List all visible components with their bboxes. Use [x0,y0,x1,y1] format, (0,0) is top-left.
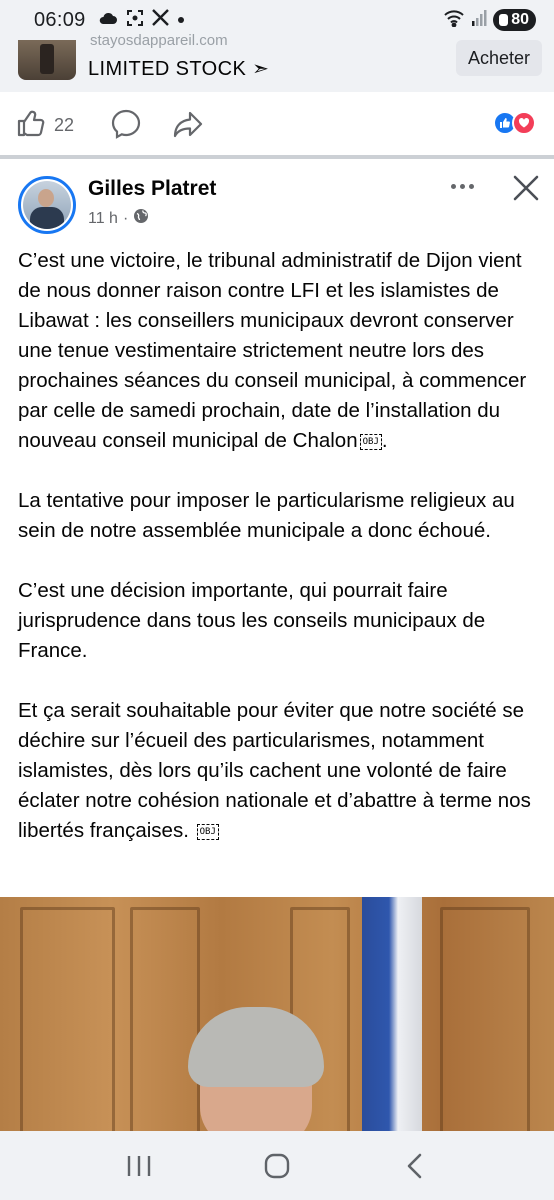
home-button[interactable] [257,1146,297,1186]
battery-indicator [493,9,536,31]
ad-thumbnail[interactable] [18,40,76,80]
post-video[interactable] [0,897,554,1131]
profile-photo [23,181,71,229]
paragraph-suffix: . [381,429,388,452]
post-paragraph: La tentative pour imposer le particularisme religieux au sein de notre assemblée municipale a donc échoué. [18,489,515,542]
obj-placeholder-icon: OBJ [360,434,382,450]
system-nav-bar [0,1131,554,1200]
globe-icon [133,208,149,229]
home-icon [263,1152,291,1180]
like-count: 22 [54,115,75,135]
notification-icons [98,9,185,32]
reaction-summary[interactable] [493,111,536,135]
dot-icon [177,11,185,29]
ad-title[interactable]: LIMITED STOCK ➣ [88,58,270,80]
meta-separator: · [122,209,129,227]
signal-icon [471,9,487,32]
like-button[interactable] [16,108,74,143]
more-icon [451,184,456,189]
avatar[interactable] [18,176,76,234]
reaction-bar [0,92,554,156]
post-meta [88,208,149,229]
share-button[interactable] [172,108,204,145]
post-paragraph: C’est une décision importante, qui pourrait faire jurisprudence dans tous les conseils municipaux de France. [18,579,486,662]
comment-icon [110,127,142,144]
post-author[interactable]: Gilles Platret [88,177,217,200]
love-reaction-icon [512,111,536,135]
flag [362,897,422,1131]
ad-cta-button[interactable]: Acheter [456,40,542,76]
ad-url: stayosdappareil.com [90,32,228,49]
recents-button[interactable] [119,1146,159,1186]
battery-level: 80 [511,11,529,28]
recents-icon [126,1154,152,1178]
comment-button[interactable] [110,108,142,145]
close-icon [510,172,542,204]
post-paragraph-text: Et ça serait souhaitable pour éviter que notre société se déchire sur l’écueil des particularismes, notamment islamistes, dès lors qu’ils cachent une volonté de faire éclater notre cohésion nationale et d’abattre à terme nos libertés françaises. [18,699,531,842]
cloud-icon [98,11,118,30]
post-body [18,246,548,876]
obj-placeholder-icon: OBJ [197,824,219,840]
back-button[interactable] [395,1146,435,1186]
more-options-button[interactable] [446,172,478,200]
feed-divider [0,155,554,159]
x-logo-icon [152,9,169,31]
share-icon [172,127,204,144]
screenshot-icon [126,9,144,32]
status-right [443,9,536,32]
thumbs-up-icon [16,108,46,143]
back-icon [404,1152,426,1180]
post-paragraph [18,696,548,846]
post-paragraph-text: C’est une victoire, le tribunal administratif de Dijon vient de nous donner raison contre LFI et les islamistes de Libawat : les conseillers municipaux devront conserver une tenue vestimentaire strictement neutre lors des prochaines séances du conseil municipal, à commencer par celle de samedi prochain, date de l’installation du nouveau conseil municipal de Chalon [18,249,527,452]
close-post-button[interactable] [510,172,542,204]
battery-icon [499,14,508,26]
status-time: 06:09 [34,8,86,31]
sponsored-ad[interactable] [0,32,554,92]
post-time[interactable]: 11 h [88,209,118,227]
status-bar [0,0,554,40]
post-paragraph [18,246,548,456]
wifi-icon [443,9,465,32]
